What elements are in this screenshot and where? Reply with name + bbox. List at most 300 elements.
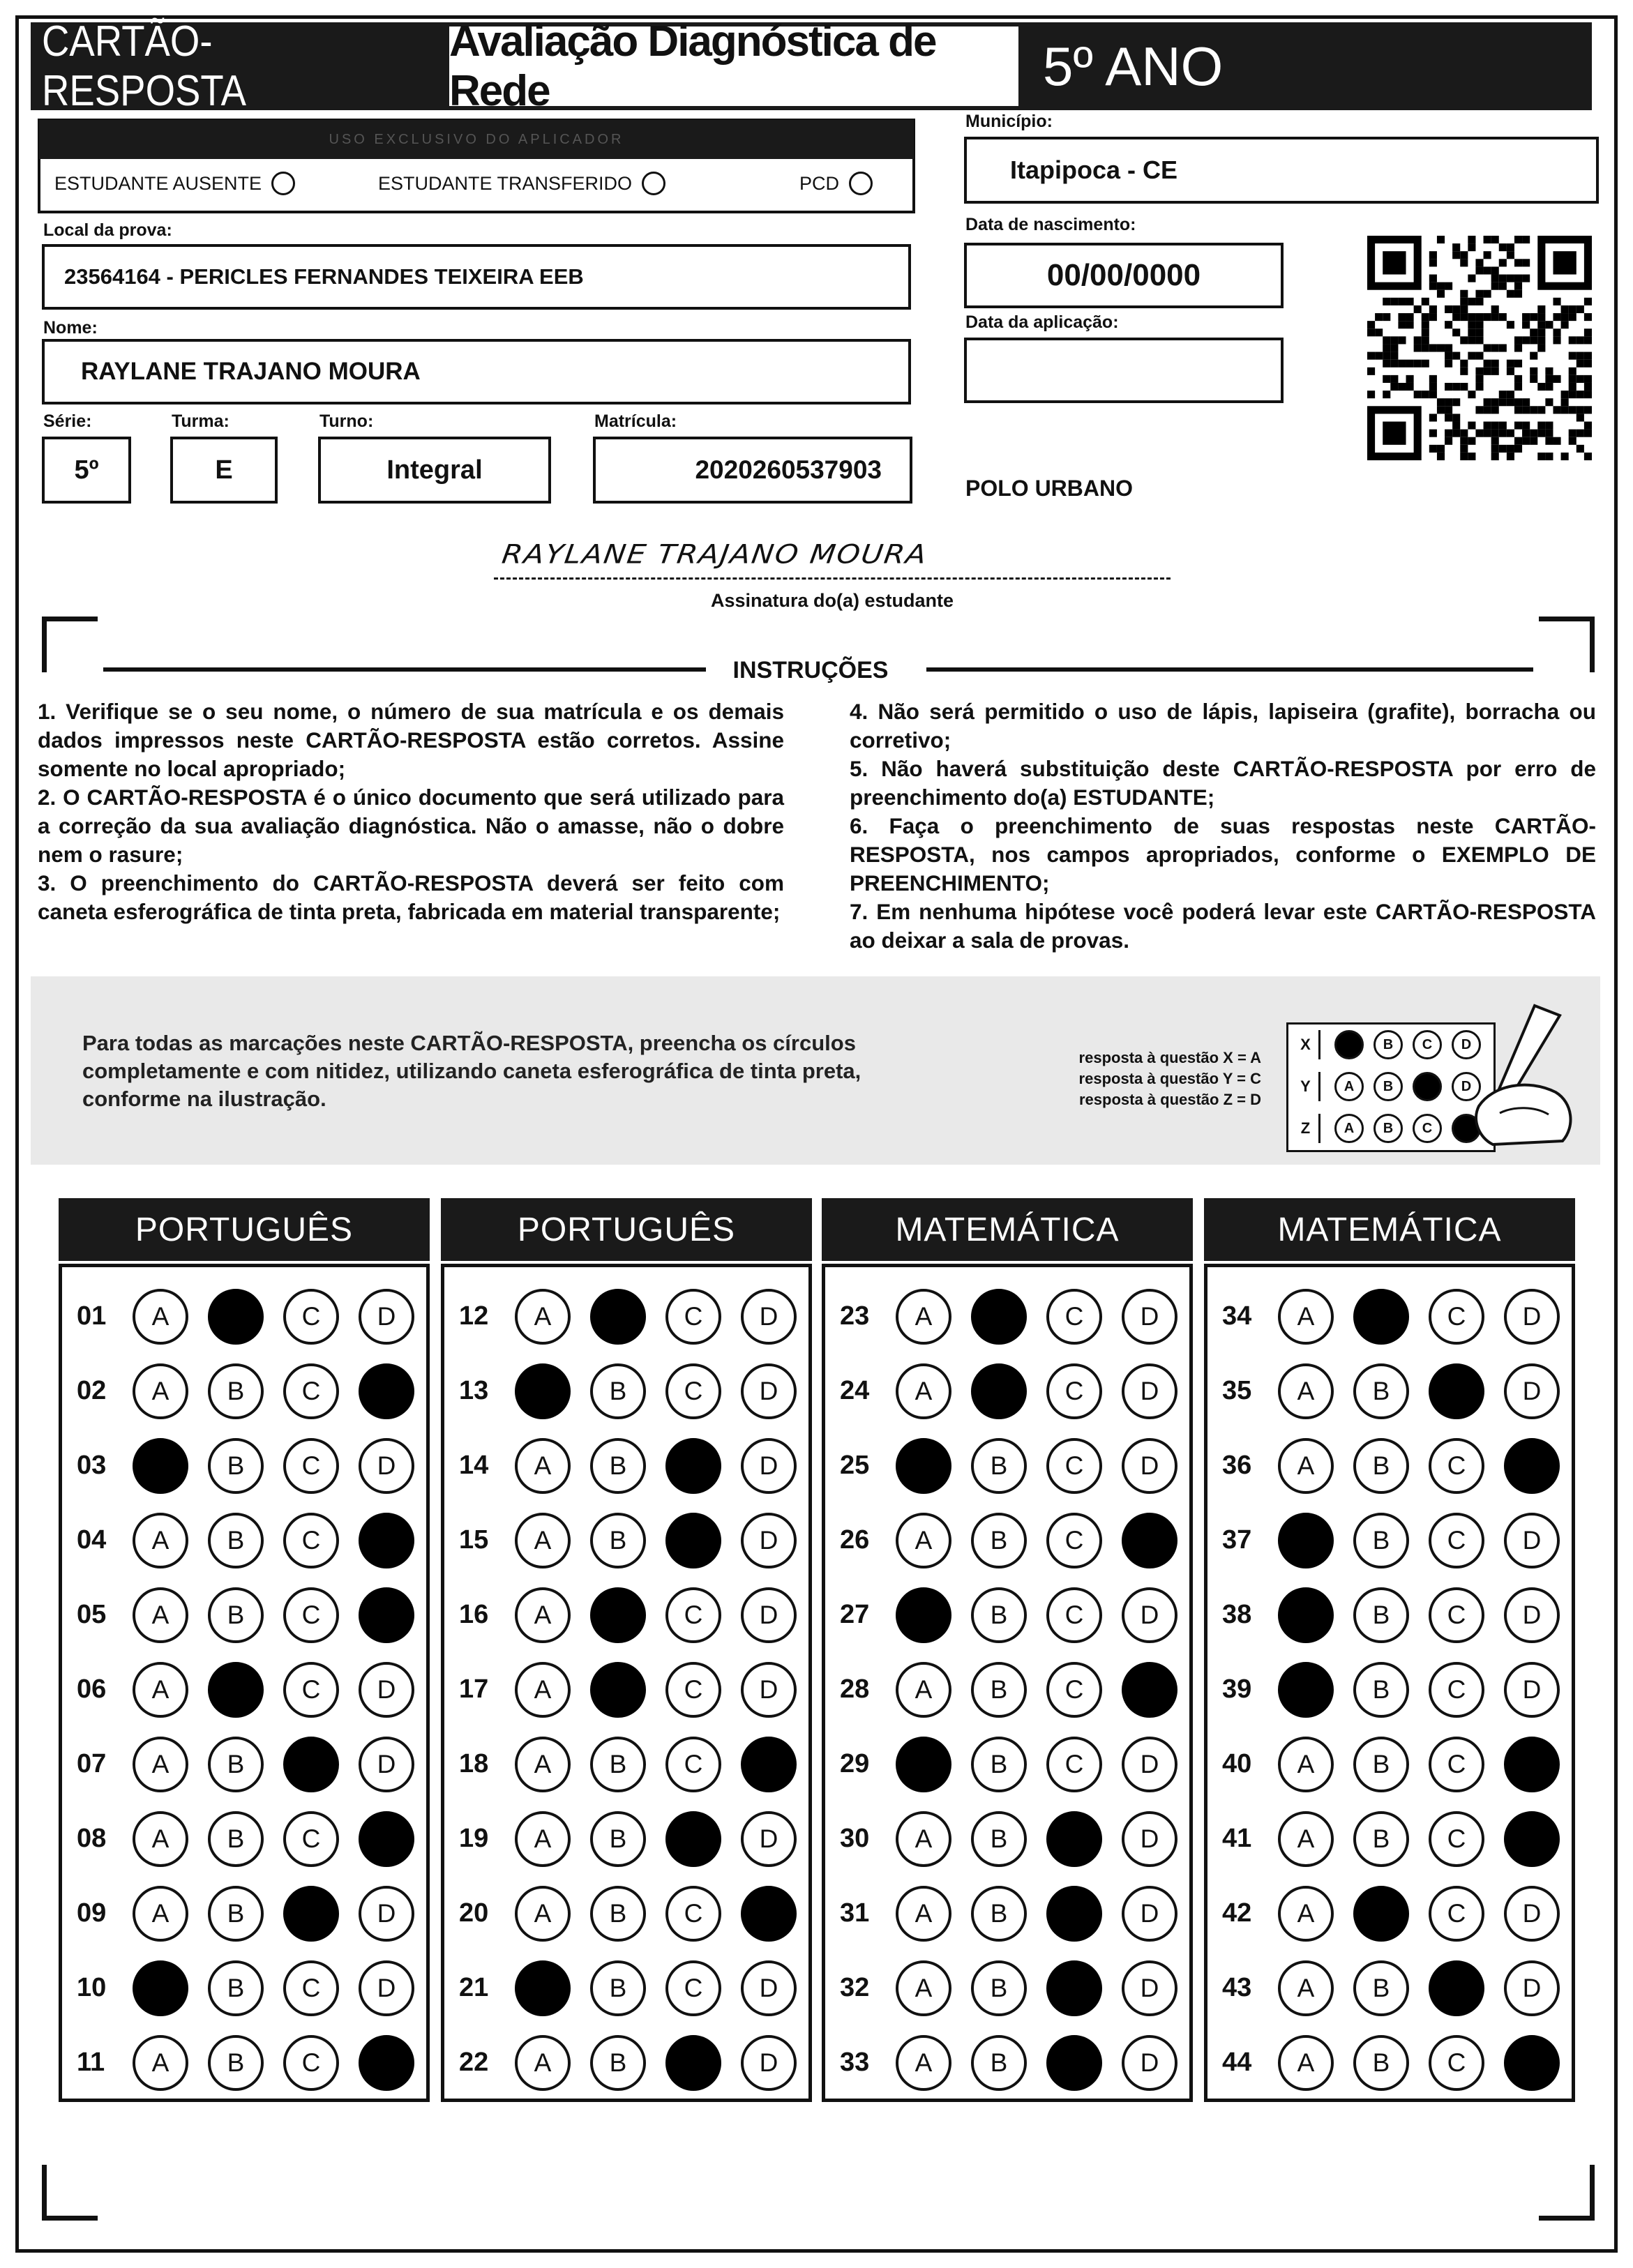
answer-bubble-d[interactable]: D [359, 1886, 414, 1942]
example-row-label: Y [1293, 1072, 1320, 1101]
answer-bubble-b[interactable] [971, 1289, 1027, 1345]
answer-bubble-c[interactable]: C [283, 1960, 339, 2016]
aplicacao-field [964, 338, 1284, 403]
answer-bubble-d[interactable]: D [359, 1438, 414, 1494]
answer-bubble-c[interactable] [665, 2035, 721, 2091]
answer-bubble-c[interactable]: C [1046, 1737, 1102, 1792]
qr-code [1367, 236, 1592, 460]
answer-bubble-d[interactable]: D [1504, 1662, 1560, 1718]
example-bubble-b: B [1374, 1030, 1403, 1059]
answer-bubble-b[interactable]: B [208, 1886, 264, 1942]
transferred-circle[interactable] [642, 172, 665, 195]
subject-header: PORTUGUÊS [441, 1198, 812, 1261]
answer-bubble-d[interactable] [741, 1886, 797, 1942]
question-number: 40 [1222, 1749, 1252, 1778]
answer-bubble-d[interactable]: D [741, 1289, 797, 1345]
instruction-6: 6. Faça o preenchimento de suas respostas neste CARTÃO-RESPOSTA, nos campos apropriados, conforme o EXEMPLO DE PREENCHIMENTO; [850, 813, 1596, 895]
answer-bubble-d[interactable] [741, 1737, 797, 1792]
answer-bubble-a[interactable]: A [896, 1289, 951, 1345]
answer-bubble-d[interactable] [359, 1811, 414, 1867]
answer-bubble-c[interactable]: C [283, 2035, 339, 2091]
answer-bubble-b[interactable]: B [971, 1587, 1027, 1643]
question-number: 03 [77, 1451, 107, 1480]
answer-bubble-d[interactable]: D [741, 1811, 797, 1867]
answer-bubble-b[interactable]: B [971, 2035, 1027, 2091]
question-number: 07 [77, 1749, 107, 1778]
answer-bubble-c[interactable]: C [283, 1587, 339, 1643]
answer-bubble-d[interactable]: D [1122, 1438, 1177, 1494]
answer-bubble-a[interactable]: A [133, 1886, 188, 1942]
question-number: 26 [840, 1525, 870, 1555]
answer-bubble-c[interactable]: C [665, 1960, 721, 2016]
example-legend [1031, 1048, 1261, 1110]
answer-bubble-d[interactable]: D [1504, 1513, 1560, 1568]
answer-bubble-c[interactable] [665, 1438, 721, 1494]
nome-field [42, 339, 911, 405]
answer-bubble-a[interactable] [1278, 1587, 1334, 1643]
answer-bubble-c[interactable] [665, 1811, 721, 1867]
answer-bubble-d[interactable] [359, 2035, 414, 2091]
signature-line [494, 577, 1171, 580]
answer-bubble-b[interactable]: B [971, 1811, 1027, 1867]
question-number: 01 [77, 1301, 107, 1331]
answer-bubble-c[interactable] [665, 1513, 721, 1568]
question-number: 13 [459, 1376, 489, 1405]
answer-bubble-d[interactable]: D [359, 1289, 414, 1345]
answer-bubble-d[interactable]: D [1504, 1363, 1560, 1419]
example-text: Para todas as marcações neste CARTÃO-RESPOSTA, preencha os círculos completamente e com nitidez, utilizando caneta esferográfica de tinta preta, conforme na ilustração. [82, 1031, 861, 1111]
answer-bubble-c[interactable]: C [1429, 1587, 1484, 1643]
question-number: 18 [459, 1749, 489, 1778]
example-bubble-a [1334, 1030, 1364, 1059]
answer-bubble-d[interactable] [1122, 1662, 1177, 1718]
answer-bubble-b[interactable]: B [590, 1886, 646, 1942]
answer-bubble-d[interactable]: D [741, 1587, 797, 1643]
example-bubble-c [1413, 1072, 1442, 1101]
answer-bubble-c[interactable]: C [1046, 1587, 1102, 1643]
answer-bubble-a[interactable]: A [133, 1587, 188, 1643]
answer-bubble-b[interactable]: B [1353, 1438, 1409, 1494]
answer-bubble-d[interactable]: D [1504, 1960, 1560, 2016]
answer-bubble-d[interactable]: D [1122, 1363, 1177, 1419]
example-bubble-a: A [1334, 1114, 1364, 1143]
question-number: 08 [77, 1824, 107, 1853]
answer-bubble-a[interactable] [515, 1960, 571, 2016]
absent-circle[interactable] [271, 172, 295, 195]
question-number: 42 [1222, 1898, 1252, 1928]
question-number: 37 [1222, 1525, 1252, 1555]
answer-bubble-d[interactable]: D [1122, 1811, 1177, 1867]
answer-bubble-b[interactable]: B [1353, 1737, 1409, 1792]
local-field [42, 244, 911, 310]
answer-bubble-d[interactable]: D [741, 1662, 797, 1718]
question-number: 12 [459, 1301, 489, 1331]
transferred-label: ESTUDANTE TRANSFERIDO [378, 172, 633, 194]
answer-bubble-a[interactable]: A [896, 1513, 951, 1568]
local-value: 23564164 - PERICLES FERNANDES TEIXEIRA EEB [64, 264, 584, 289]
question-number: 23 [840, 1301, 870, 1331]
question-number: 28 [840, 1674, 870, 1704]
question-number: 09 [77, 1898, 107, 1928]
answer-bubble-a[interactable]: A [515, 1737, 571, 1792]
answer-bubble-a[interactable]: A [133, 1662, 188, 1718]
answer-bubble-b[interactable]: B [1353, 1960, 1409, 2016]
nome-label: Nome: [43, 318, 98, 338]
serie-field [42, 437, 131, 504]
answer-bubble-a[interactable]: A [515, 1438, 571, 1494]
answer-bubble-a[interactable]: A [515, 1886, 571, 1942]
municipio-field [964, 137, 1599, 204]
answer-bubble-b[interactable] [208, 1289, 264, 1345]
answer-bubble-d[interactable] [1504, 2035, 1560, 2091]
nome-value: RAYLANE TRAJANO MOURA [81, 358, 421, 385]
answer-bubble-c[interactable]: C [1429, 1289, 1484, 1345]
answer-bubble-c[interactable] [283, 1737, 339, 1792]
answer-bubble-c[interactable]: C [1429, 1886, 1484, 1942]
nascimento-field [964, 243, 1284, 308]
answer-bubble-a[interactable] [133, 1438, 188, 1494]
answer-bubble-a[interactable]: A [896, 1662, 951, 1718]
answer-bubble-c[interactable]: C [665, 1363, 721, 1419]
answer-bubble-d[interactable] [1122, 1513, 1177, 1568]
answer-bubble-b[interactable]: B [590, 1811, 646, 1867]
answer-bubble-c[interactable]: C [665, 1662, 721, 1718]
answer-bubble-a[interactable]: A [133, 1289, 188, 1345]
answer-bubble-b[interactable]: B [590, 1513, 646, 1568]
answer-bubble-b[interactable]: B [1353, 2035, 1409, 2091]
turma-value: E [215, 455, 233, 485]
question-number: 06 [77, 1674, 107, 1704]
aplicacao-label: Data da aplicação: [965, 312, 1119, 332]
answer-bubble-d[interactable]: D [741, 1363, 797, 1419]
answer-bubble-c[interactable]: C [665, 1587, 721, 1643]
answer-bubble-c[interactable]: C [665, 1289, 721, 1345]
instruction-5: 5. Não haverá substituição deste CARTÃO-RESPOSTA por erro de preenchimento do(a) ESTUDANTE; [850, 756, 1596, 810]
example-legend-x: resposta à questão X = A [1078, 1049, 1261, 1066]
answer-bubble-b[interactable] [1353, 1886, 1409, 1942]
answer-bubble-c[interactable]: C [283, 1811, 339, 1867]
answer-bubble-c[interactable] [283, 1886, 339, 1942]
answer-bubble-c[interactable]: C [1046, 1289, 1102, 1345]
nascimento-value: 00/00/0000 [1046, 258, 1201, 292]
example-legend-z: resposta à questão Z = D [1078, 1091, 1261, 1108]
answer-bubble-a[interactable]: A [1278, 1289, 1334, 1345]
pcd-option[interactable] [799, 172, 873, 195]
question-number: 05 [77, 1600, 107, 1629]
matricula-label: Matrícula: [594, 411, 677, 431]
turno-field [318, 437, 551, 504]
answer-bubble-a[interactable] [896, 1737, 951, 1792]
answer-bubble-b[interactable]: B [208, 1737, 264, 1792]
answer-bubble-b[interactable]: B [208, 2035, 264, 2091]
answer-bubble-d[interactable] [1504, 1737, 1560, 1792]
subject-header: PORTUGUÊS [59, 1198, 430, 1261]
instruction-1: 1. Verifique se o seu nome, o número de sua matrícula e os demais dados impressos neste CARTÃO-RESPOSTA estão corretos. Assine somente no local apropriado; [38, 699, 784, 781]
answer-bubble-c[interactable]: C [665, 1886, 721, 1942]
answer-bubble-a[interactable]: A [133, 1737, 188, 1792]
question-number: 17 [459, 1674, 489, 1704]
question-number: 39 [1222, 1674, 1252, 1704]
answer-bubble-b[interactable]: B [971, 1513, 1027, 1568]
signature-label: Assinatura do(a) estudante [710, 590, 954, 611]
answer-bubble-b[interactable]: B [590, 1737, 646, 1792]
answer-bubble-c[interactable]: C [1429, 1662, 1484, 1718]
answer-bubble-a[interactable]: A [133, 1363, 188, 1419]
answer-bubble-a[interactable]: A [1278, 1363, 1334, 1419]
example-bubble-a: A [1334, 1072, 1364, 1101]
corner-top-left [42, 617, 98, 672]
pcd-label: PCD [799, 172, 840, 194]
answer-bubble-a[interactable]: A [1278, 1960, 1334, 2016]
answer-bubble-b[interactable] [590, 1289, 646, 1345]
answer-bubble-b[interactable]: B [590, 1438, 646, 1494]
question-number: 33 [840, 2048, 870, 2077]
answer-bubble-c[interactable] [1046, 1960, 1102, 2016]
serie-value: 5º [74, 455, 99, 485]
answer-bubble-c[interactable]: C [283, 1438, 339, 1494]
question-number: 14 [459, 1451, 489, 1480]
answer-bubble-d[interactable]: D [1122, 1886, 1177, 1942]
answer-bubble-c[interactable]: C [1429, 1513, 1484, 1568]
grade-title: 5º ANO [1043, 35, 1224, 97]
answer-bubble-b[interactable]: B [1353, 1662, 1409, 1718]
answer-bubble-b[interactable]: B [971, 1438, 1027, 1494]
answer-bubble-a[interactable] [133, 1960, 188, 2016]
answer-bubble-a[interactable]: A [133, 2035, 188, 2091]
answer-bubble-b[interactable]: B [208, 1363, 264, 1419]
turno-label: Turno: [319, 411, 374, 431]
answer-bubble-a[interactable]: A [896, 2035, 951, 2091]
instructions-title: INSTRUÇÕES [732, 657, 889, 683]
example-legend-y: resposta à questão Y = C [1078, 1070, 1261, 1087]
answer-bubble-b[interactable] [971, 1363, 1027, 1419]
example-row-label: X [1293, 1030, 1320, 1059]
answer-bubble-a[interactable]: A [896, 1363, 951, 1419]
answer-bubble-a[interactable]: A [515, 1289, 571, 1345]
question-number: 43 [1222, 1973, 1252, 2002]
question-number: 31 [840, 1898, 870, 1928]
answer-bubble-b[interactable]: B [208, 1513, 264, 1568]
corner-bottom-right [1539, 2165, 1595, 2221]
answer-bubble-a[interactable] [1278, 1662, 1334, 1718]
answer-bubble-a[interactable]: A [896, 1886, 951, 1942]
instruction-4: 4. Não será permitido o uso de lápis, lapiseira (grafite), borracha ou corretivo; [850, 699, 1596, 753]
serie-label: Série: [43, 411, 92, 431]
evaluation-title: Avaliação Diagnóstica de Rede [449, 17, 936, 115]
answer-bubble-d[interactable]: D [741, 1513, 797, 1568]
answer-bubble-d[interactable]: D [1504, 1587, 1560, 1643]
question-number: 04 [77, 1525, 107, 1555]
absent-option[interactable] [54, 172, 295, 195]
answer-bubble-d[interactable]: D [741, 1960, 797, 2016]
subject-header: MATEMÁTICA [1204, 1198, 1575, 1261]
nascimento-label: Data de nascimento: [965, 215, 1136, 234]
question-number: 27 [840, 1600, 870, 1629]
answer-bubble-a[interactable]: A [1278, 2035, 1334, 2091]
example-bubble-d: D [1452, 1030, 1481, 1059]
card-title: CARTÃO-RESPOSTA [42, 17, 247, 115]
signature-handwriting: RAYLANE TRAJANO MOURA [499, 538, 930, 570]
answer-bubble-c[interactable]: C [1429, 1438, 1484, 1494]
answer-bubble-b[interactable]: B [1353, 1811, 1409, 1867]
answer-bubble-c[interactable] [1429, 1960, 1484, 2016]
answer-bubble-a[interactable]: A [515, 1662, 571, 1718]
answer-bubble-a[interactable]: A [1278, 1886, 1334, 1942]
instruction-3: 3. O preenchimento do CARTÃO-RESPOSTA deverá ser feito com caneta esferográfica de tinta preta, fabricada em material transparente; [38, 870, 784, 924]
answer-bubble-b[interactable] [590, 1587, 646, 1643]
answer-bubble-d[interactable]: D [741, 2035, 797, 2091]
applicator-banner-text: USO EXCLUSIVO DO APLICADOR [329, 131, 624, 147]
answer-bubble-a[interactable]: A [1278, 1438, 1334, 1494]
answer-bubble-a[interactable]: A [515, 1587, 571, 1643]
answer-bubble-c[interactable]: C [665, 1737, 721, 1792]
answer-bubble-c[interactable]: C [1046, 1662, 1102, 1718]
matricula-value: 2020260537903 [695, 455, 882, 484]
question-number: 10 [77, 1973, 107, 2002]
question-number: 19 [459, 1824, 489, 1853]
question-number: 24 [840, 1376, 870, 1405]
answer-bubble-c[interactable]: C [1429, 1811, 1484, 1867]
answer-bubble-b[interactable] [590, 1662, 646, 1718]
answer-bubble-d[interactable] [1504, 1438, 1560, 1494]
answer-bubble-a[interactable]: A [1278, 1737, 1334, 1792]
answer-bubble-c[interactable]: C [1046, 1438, 1102, 1494]
question-number: 38 [1222, 1600, 1252, 1629]
example-bubble-c: C [1413, 1030, 1442, 1059]
instruction-2: 2. O CARTÃO-RESPOSTA é o único documento que será utilizado para a correção da sua avaliação diagnóstica. Não o amasse, não o dobre nem o rasure; [38, 785, 784, 867]
instruction-7: 7. Em nenhuma hipótese você poderá levar este CARTÃO-RESPOSTA ao deixar a sala de provas. [850, 899, 1596, 953]
answer-bubble-a[interactable] [515, 1363, 571, 1419]
answer-bubble-c[interactable]: C [283, 1662, 339, 1718]
answer-bubble-d[interactable]: D [1504, 1886, 1560, 1942]
answer-bubble-d[interactable] [359, 1587, 414, 1643]
municipio-label: Município: [965, 112, 1053, 131]
answer-bubble-a[interactable] [896, 1438, 951, 1494]
answer-bubble-b[interactable]: B [208, 1587, 264, 1643]
applicator-banner [39, 120, 914, 159]
answer-bubble-d[interactable]: D [1122, 1737, 1177, 1792]
answer-bubble-d[interactable] [1504, 1811, 1560, 1867]
turma-label: Turma: [172, 411, 229, 431]
example-bubble-c: C [1413, 1114, 1442, 1143]
answer-bubble-b[interactable] [208, 1662, 264, 1718]
answer-bubble-b[interactable]: B [208, 1438, 264, 1494]
absent-label: ESTUDANTE AUSENTE [54, 172, 262, 194]
answer-bubble-b[interactable]: B [590, 1363, 646, 1419]
answer-bubble-c[interactable]: C [1429, 2035, 1484, 2091]
question-number: 41 [1222, 1824, 1252, 1853]
answer-bubble-d[interactable]: D [741, 1438, 797, 1494]
answer-bubble-c[interactable] [1046, 1811, 1102, 1867]
answer-bubble-d[interactable]: D [359, 1960, 414, 2016]
answer-bubble-c[interactable] [1046, 2035, 1102, 2091]
answer-bubble-a[interactable]: A [133, 1513, 188, 1568]
question-number: 29 [840, 1749, 870, 1778]
answer-bubble-a[interactable] [896, 1587, 951, 1643]
answer-bubble-d[interactable]: D [359, 1662, 414, 1718]
turma-field [170, 437, 278, 504]
answer-bubble-b[interactable]: B [1353, 1513, 1409, 1568]
question-number: 02 [77, 1376, 107, 1405]
question-number: 44 [1222, 2048, 1252, 2077]
question-number: 15 [459, 1525, 489, 1555]
question-number: 36 [1222, 1451, 1252, 1480]
answer-bubble-c[interactable] [1046, 1886, 1102, 1942]
answer-bubble-d[interactable]: D [1122, 2035, 1177, 2091]
answer-bubble-c[interactable]: C [1429, 1737, 1484, 1792]
question-number: 35 [1222, 1376, 1252, 1405]
answer-bubble-d[interactable]: D [1122, 1289, 1177, 1345]
answer-bubble-c[interactable]: C [1046, 1513, 1102, 1568]
question-number: 20 [459, 1898, 489, 1928]
example-bubble-b: B [1374, 1072, 1403, 1101]
question-number: 25 [840, 1451, 870, 1480]
answer-bubble-a[interactable]: A [896, 1960, 951, 2016]
municipio-value: Itapipoca - CE [1010, 156, 1178, 184]
question-number: 34 [1222, 1301, 1252, 1331]
answer-bubble-a[interactable]: A [133, 1811, 188, 1867]
answer-bubble-b[interactable]: B [590, 1960, 646, 2016]
corner-top-right [1539, 617, 1595, 672]
answer-bubble-b[interactable]: B [971, 1737, 1027, 1792]
transferred-option[interactable] [378, 172, 665, 195]
answer-bubble-a[interactable]: A [515, 2035, 571, 2091]
pcd-circle[interactable] [849, 172, 873, 195]
question-number: 30 [840, 1824, 870, 1853]
answer-bubble-a[interactable]: A [1278, 1811, 1334, 1867]
answer-bubble-c[interactable]: C [283, 1363, 339, 1419]
matricula-field [593, 437, 912, 504]
answer-bubble-a[interactable]: A [515, 1513, 571, 1568]
instructions-rule-left [103, 667, 706, 672]
example-bubble-d: D [1452, 1072, 1481, 1101]
answer-bubble-c[interactable]: C [283, 1513, 339, 1568]
answer-bubble-c[interactable]: C [1046, 1363, 1102, 1419]
answer-bubble-c[interactable] [1429, 1363, 1484, 1419]
answer-bubble-b[interactable]: B [1353, 1587, 1409, 1643]
answer-bubble-b[interactable]: B [208, 1960, 264, 2016]
question-number: 22 [459, 2048, 489, 2077]
answer-bubble-d[interactable]: D [359, 1737, 414, 1792]
answer-bubble-b[interactable]: B [971, 1662, 1027, 1718]
polo-label: POLO URBANO [965, 476, 1133, 501]
question-number: 21 [459, 1973, 489, 2002]
question-number: 11 [77, 2048, 105, 2077]
answer-bubble-d[interactable] [359, 1513, 414, 1568]
answer-bubble-b[interactable]: B [971, 1960, 1027, 2016]
answer-bubble-b[interactable] [1353, 1289, 1409, 1345]
answer-bubble-d[interactable]: D [1504, 1289, 1560, 1345]
example-row-label: Z [1293, 1114, 1320, 1143]
answer-bubble-d[interactable]: D [1122, 1960, 1177, 2016]
instructions-rule-right [926, 667, 1533, 672]
answer-bubble-a[interactable]: A [896, 1811, 951, 1867]
answer-bubble-b[interactable]: B [590, 2035, 646, 2091]
answer-bubble-c[interactable]: C [283, 1289, 339, 1345]
answer-bubble-a[interactable]: A [515, 1811, 571, 1867]
question-number: 16 [459, 1600, 489, 1629]
example-bubble-b: B [1374, 1114, 1403, 1143]
subject-header: MATEMÁTICA [822, 1198, 1193, 1261]
answer-bubble-d[interactable]: D [1122, 1587, 1177, 1643]
local-label: Local da prova: [43, 220, 172, 240]
corner-bottom-left [42, 2165, 98, 2221]
answer-bubble-a[interactable] [1278, 1513, 1334, 1568]
answer-bubble-b[interactable]: B [1353, 1363, 1409, 1419]
answer-bubble-b[interactable]: B [208, 1811, 264, 1867]
answer-bubble-d[interactable] [359, 1363, 414, 1419]
answer-bubble-b[interactable]: B [971, 1886, 1027, 1942]
